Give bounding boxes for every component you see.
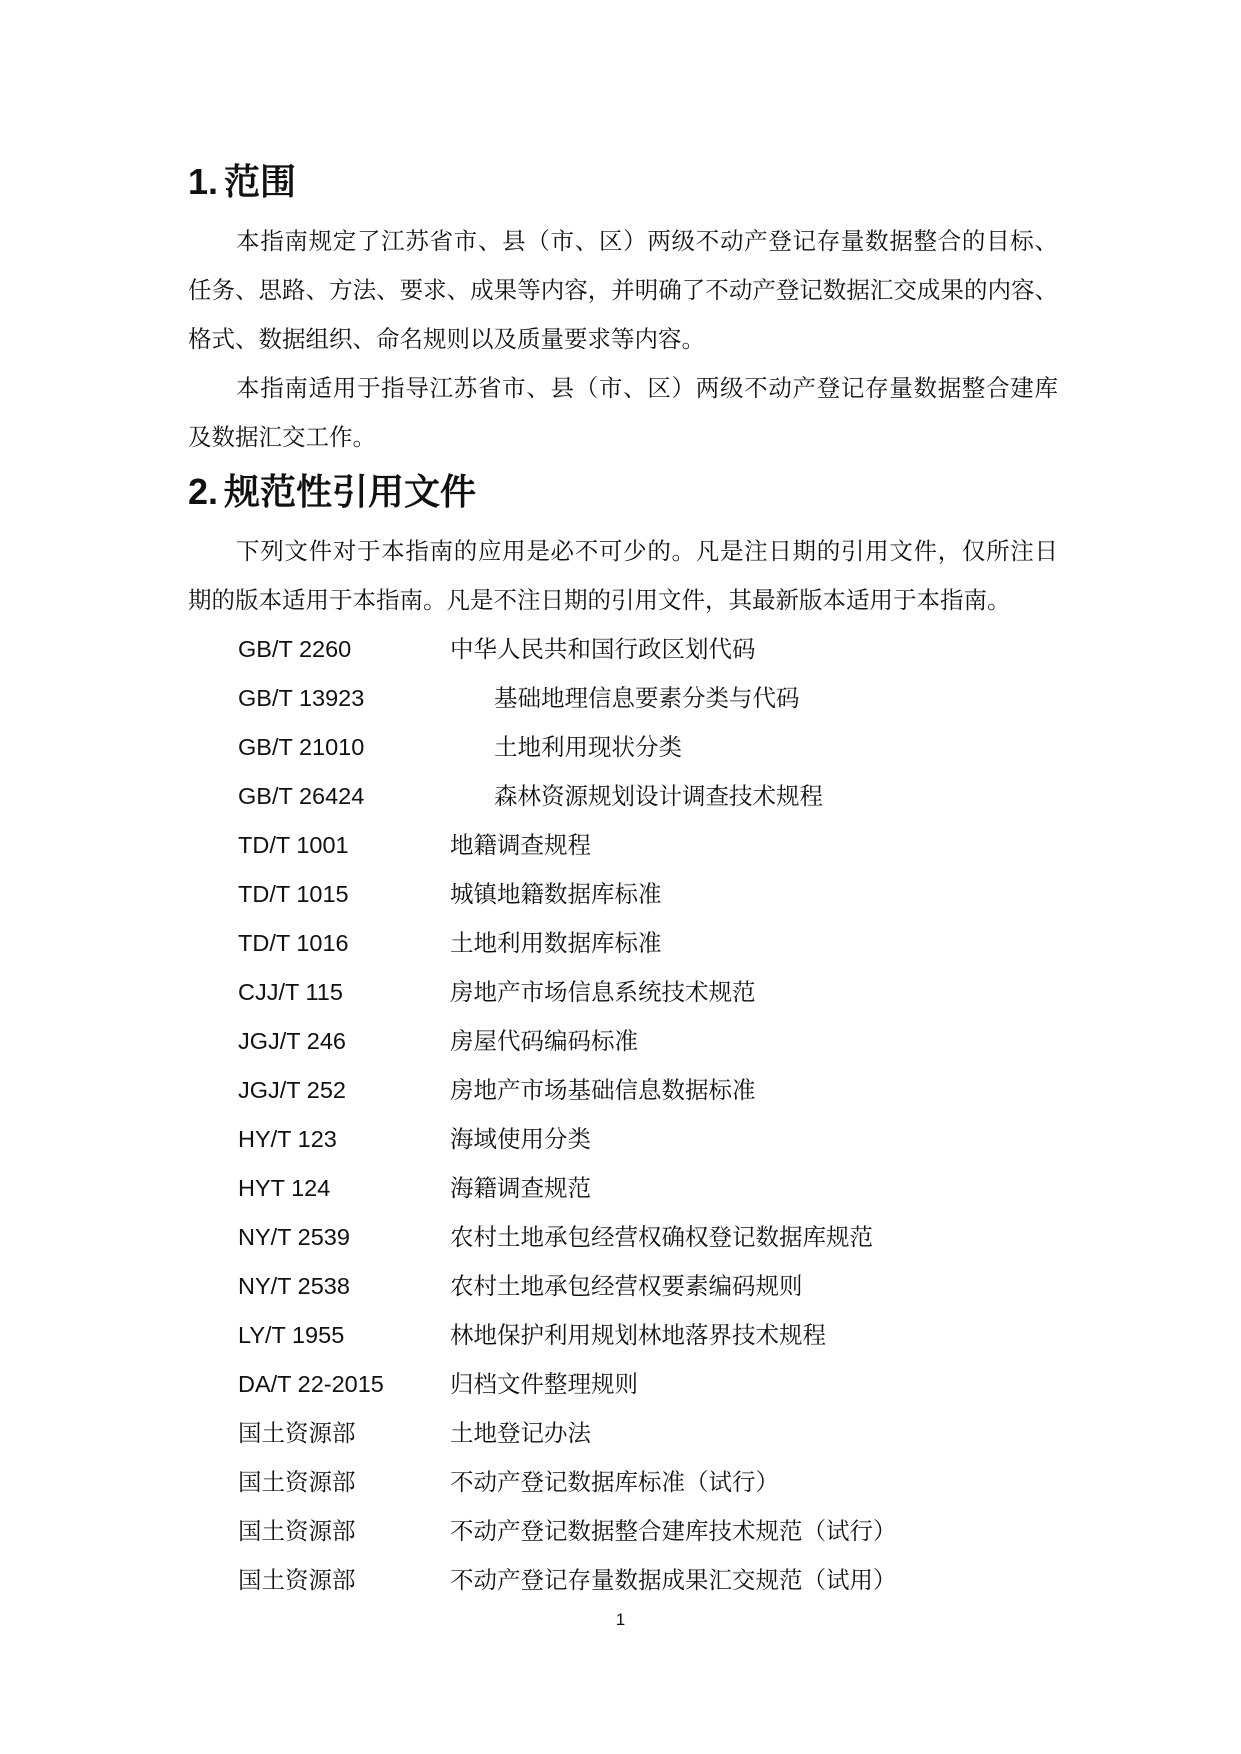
reference-code: GB/T 21010 [238, 734, 365, 760]
page-number: 1 [615, 1610, 626, 1629]
section-2-intro: 下列文件对于本指南的应用是必不可少的。凡是注日期的引用文件，仅所注日期的版本适用于本指南。凡是不注日期的引用文件，其最新版本适用于本指南。 [188, 537, 1058, 614]
section-2-title: 规范性引用文件 [224, 472, 477, 513]
reference-code: GB/T 13923 [238, 685, 365, 711]
reference-item [238, 1360, 1058, 1409]
reference-title: 农村土地承包经营权要素编码规则 [450, 1272, 803, 1300]
reference-title: 海籍调查规范 [450, 1174, 591, 1202]
section-1-number: 1. [188, 161, 219, 202]
reference-code: JGJ/T 252 [238, 1077, 346, 1103]
reference-item [238, 870, 1058, 919]
reference-item [238, 1311, 1058, 1360]
reference-item [238, 625, 1058, 674]
reference-title: 不动产登记存量数据成果汇交规范（试用） [450, 1566, 897, 1594]
reference-title: 房地产市场信息系统技术规范 [450, 978, 756, 1006]
reference-item [238, 1409, 1058, 1458]
reference-title: 地籍调查规程 [450, 831, 591, 859]
reference-code: CJJ/T 115 [238, 979, 343, 1005]
reference-code: 国土资源部 [238, 1566, 356, 1594]
reference-item [238, 1017, 1058, 1066]
reference-code: 国土资源部 [238, 1468, 356, 1496]
section-2-number: 2. [188, 471, 219, 512]
reference-code: TD/T 1015 [238, 881, 349, 907]
reference-item [238, 821, 1058, 870]
reference-code: TD/T 1001 [238, 832, 349, 858]
reference-code: NY/T 2538 [238, 1273, 350, 1299]
reference-title: 不动产登记数据整合建库技术规范（试行） [450, 1517, 897, 1545]
reference-item [238, 1115, 1058, 1164]
section-1-heading [188, 160, 296, 205]
reference-item [238, 919, 1058, 968]
reference-code: HY/T 123 [238, 1126, 337, 1152]
reference-title: 房屋代码编码标准 [450, 1027, 638, 1055]
reference-title: 海域使用分类 [450, 1125, 591, 1153]
section-2-heading [188, 470, 476, 515]
reference-code: TD/T 1016 [238, 930, 349, 956]
section-1-paragraph-2: 本指南适用于指导江苏省市、县（市、区）两级不动产登记存量数据整合建库及数据汇交工作。 [188, 374, 1058, 451]
reference-item [238, 1556, 1058, 1605]
reference-code: DA/T 22-2015 [238, 1371, 384, 1397]
reference-item [238, 1164, 1058, 1213]
reference-item [238, 968, 1058, 1017]
reference-title: 不动产登记数据库标准（试行） [450, 1468, 779, 1496]
reference-title: 森林资源规划设计调查技术规程 [494, 782, 823, 810]
reference-item [238, 1507, 1058, 1556]
reference-code: 国土资源部 [238, 1517, 356, 1545]
reference-code: GB/T 2260 [238, 636, 352, 662]
reference-title: 中华人民共和国行政区划代码 [450, 635, 756, 663]
reference-title: 林地保护利用规划林地落界技术规程 [450, 1321, 826, 1349]
reference-item [238, 1213, 1058, 1262]
reference-item [238, 1458, 1058, 1507]
reference-code: LY/T 1955 [238, 1322, 345, 1348]
reference-title: 城镇地籍数据库标准 [450, 880, 662, 908]
reference-title: 房地产市场基础信息数据标准 [450, 1076, 756, 1104]
reference-item [238, 1066, 1058, 1115]
reference-title: 归档文件整理规则 [450, 1370, 638, 1398]
reference-code: HYT 124 [238, 1175, 331, 1201]
reference-title: 土地利用数据库标准 [450, 929, 662, 957]
reference-code: 国土资源部 [238, 1419, 356, 1447]
reference-title: 基础地理信息要素分类与代码 [494, 684, 800, 712]
reference-title: 土地登记办法 [450, 1419, 591, 1447]
reference-code: GB/T 26424 [238, 783, 365, 809]
reference-item [238, 1262, 1058, 1311]
reference-title: 土地利用现状分类 [494, 733, 682, 761]
reference-code: JGJ/T 246 [238, 1028, 346, 1054]
section-1-title: 范围 [224, 162, 297, 203]
reference-title: 农村土地承包经营权确权登记数据库规范 [450, 1223, 873, 1251]
reference-code: NY/T 2539 [238, 1224, 350, 1250]
reference-item [238, 674, 1058, 723]
reference-item [238, 772, 1058, 821]
reference-item [238, 723, 1058, 772]
section-1-paragraph-1: 本指南规定了江苏省市、县（市、区）两级不动产登记存量数据整合的目标、任务、思路、方法、要求、成果等内容，并明确了不动产登记数据汇交成果的内容、格式、数据组织、命名规则以及质量要求等内容。 [188, 227, 1058, 353]
